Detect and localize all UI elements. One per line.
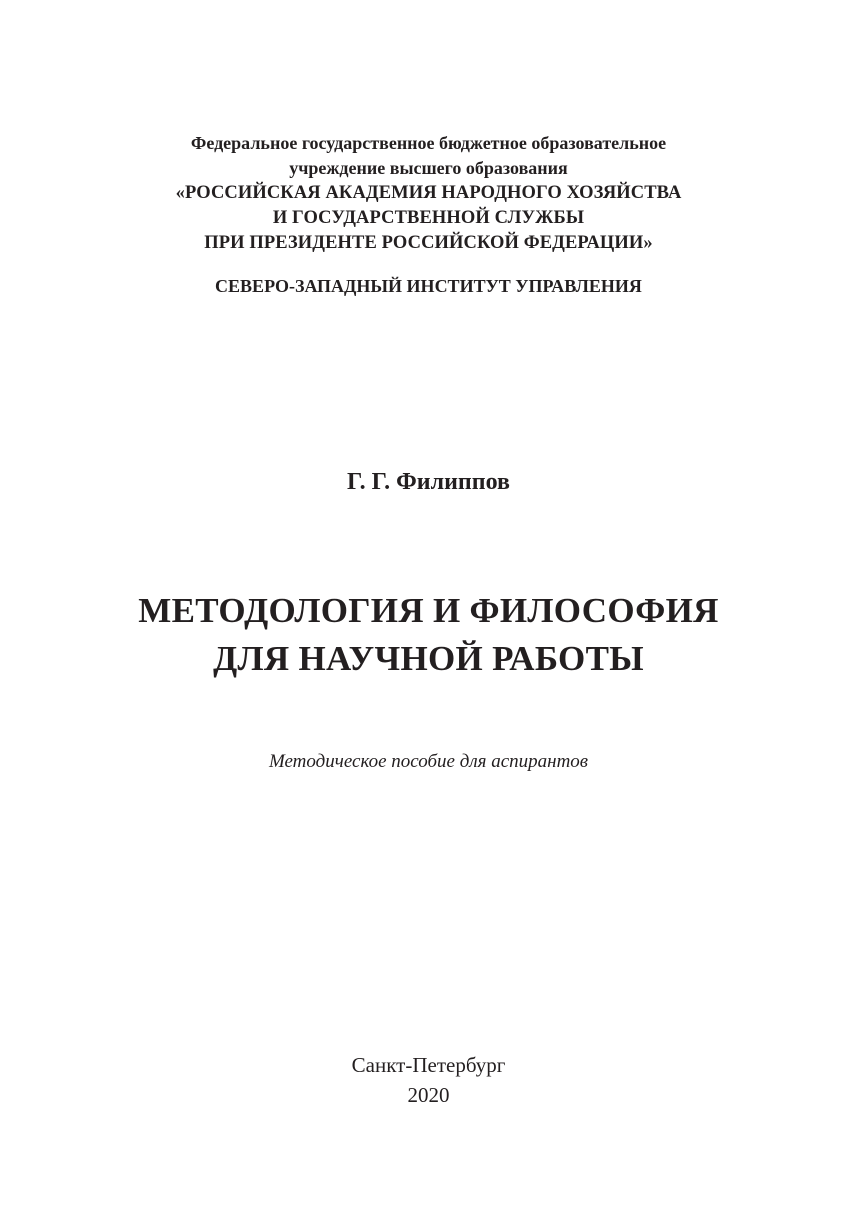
author-name: Г. Г. Филиппов xyxy=(347,469,510,495)
book-subtitle: Методическое пособие для аспирантов xyxy=(268,751,589,772)
organization-line-5: ПРИ ПРЕЗИДЕНТЕ РОССИЙСКОЙ ФЕДЕРАЦИИ» xyxy=(204,233,653,253)
imprint-city: Санкт-Петербург xyxy=(351,1053,506,1077)
organization-header xyxy=(0,131,857,256)
imprint xyxy=(0,1050,857,1110)
book-title-line-1: МЕТОДОЛОГИЯ И ФИЛОСОФИЯ xyxy=(138,591,719,630)
organization-line-2: учреждение высшего образования xyxy=(289,158,568,178)
book-title-line-2: ДЛЯ НАУЧНОЙ РАБОТЫ xyxy=(213,639,644,678)
book-title xyxy=(0,587,857,683)
organization-line-1: Федеральное государственное бюджетное образовательное xyxy=(190,133,667,153)
institute-name: СЕВЕРО-ЗАПАДНЫЙ ИНСТИТУТ УПРАВЛЕНИЯ xyxy=(215,276,642,296)
imprint-year: 2020 xyxy=(407,1083,450,1107)
organization-line-4: И ГОСУДАРСТВЕННОЙ СЛУЖБЫ xyxy=(272,208,585,228)
organization-line-3: «РОССИЙСКАЯ АКАДЕМИЯ НАРОДНОГО ХОЗЯЙСТВА xyxy=(175,183,682,203)
